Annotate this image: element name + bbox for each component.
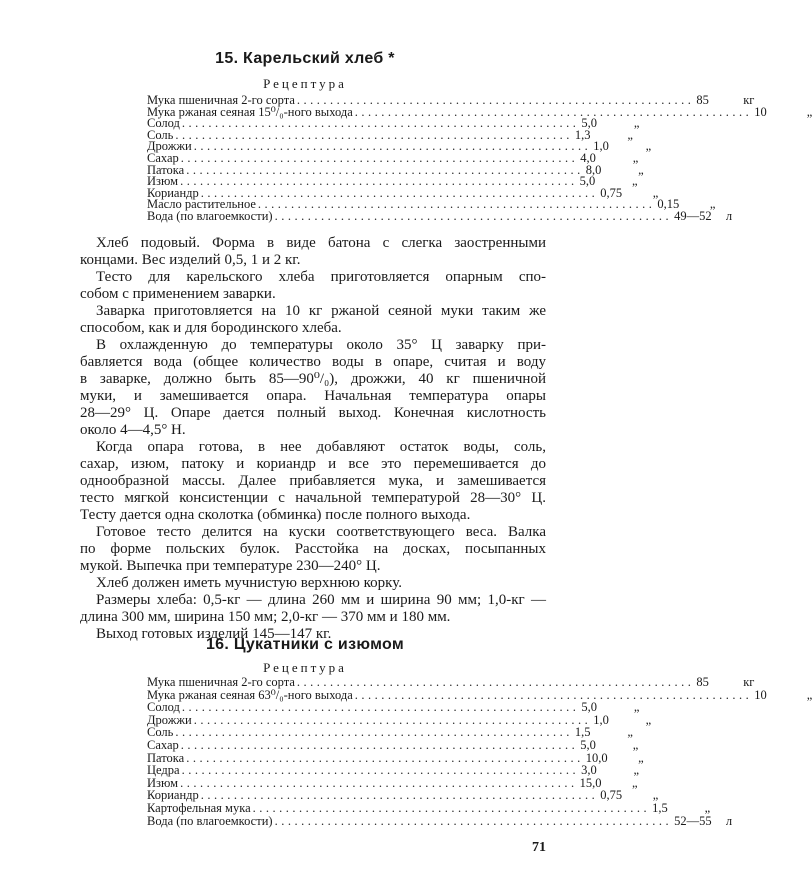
text-line: Тесто для карельского хлеба приготовляется опарным спо- (96, 269, 546, 285)
ingredient-amount: 15,0 (579, 775, 602, 790)
text-line: длина 300 мм, ширина 150 мм; 2,0-кг — 370 мм и 180 мм. (80, 609, 451, 625)
ingredient-amount: 1,5 (574, 725, 591, 740)
ingredient-unit: „ (806, 104, 812, 119)
ingredient-unit: „ (632, 775, 638, 790)
paragraph (80, 592, 546, 626)
paragraph (80, 524, 546, 575)
paragraph (80, 235, 546, 269)
dot-leader: ............................................................ (252, 800, 651, 815)
ingredient-name: Вода (по влагоемкости) (147, 208, 273, 223)
text-line: сахар, изюм, патоку и кориандр и все это перемешивается до (80, 456, 546, 472)
ingredient-unit: „ (633, 763, 640, 778)
text-line: в заварке, должно быть 85—90⁰/₀), дрожжи, 40 кг пшеничной (80, 371, 546, 387)
ingredient-unit: „ (632, 737, 639, 752)
ingredient-amount: 52—55 (674, 813, 712, 828)
recipe-row (147, 208, 733, 223)
ingredient-amount: 10 (754, 687, 767, 702)
ingredient-unit: „ (632, 174, 638, 189)
ingredient-unit: кг (743, 93, 755, 107)
paragraph (80, 575, 546, 592)
dot-leader: ............................................................ (175, 725, 573, 740)
dot-leader: ............................................................ (274, 208, 673, 223)
recipe-16-list (147, 675, 812, 828)
ingredient-name: Сахар (147, 737, 179, 752)
section-16-subtitle: Рецептура (263, 660, 347, 675)
ingredient-unit: „ (633, 116, 640, 131)
ingredient-amount: 10,0 (585, 750, 608, 765)
ingredient-name: Патока (147, 750, 185, 765)
ingredient-amount: 0,75 (600, 185, 623, 200)
ingredient-name: Патока (147, 162, 185, 177)
ingredient-amount: 5,0 (579, 174, 596, 189)
section-15-body (80, 235, 546, 643)
paragraph (80, 303, 546, 337)
recipe-row (147, 737, 639, 752)
text-line: Хлеб подовый. Форма в виде батона с слегка заостренными (96, 235, 546, 251)
ingredient-unit: „ (652, 185, 659, 200)
dot-leader: ............................................................ (296, 93, 695, 107)
recipe-row (147, 675, 755, 689)
ingredient-amount: 1,0 (593, 712, 609, 727)
ingredient-name: Солод (147, 116, 180, 131)
ingredient-amount: 8,0 (585, 162, 602, 177)
text-line: собом с применением заварки. (80, 286, 276, 302)
dot-leader: ............................................................ (181, 700, 580, 715)
section-16-title: 16. Цукатники с изюмом (205, 636, 404, 653)
ingredient-name: Дрожжи (147, 139, 192, 154)
ingredient-name: Соль (147, 127, 174, 142)
ingredient-name: Цедра (147, 763, 180, 778)
section-15-title: 15. Карельский хлеб * (215, 50, 395, 67)
ingredient-name: Масло растительное (147, 197, 256, 212)
ingredient-amount: 5,0 (580, 737, 596, 752)
recipe-row (147, 700, 640, 715)
ingredient-unit: „ (627, 725, 633, 740)
ingredient-unit: „ (638, 750, 644, 765)
recipe-row (147, 800, 711, 815)
recipe-15-list (147, 93, 812, 223)
dot-leader: ............................................................ (200, 185, 599, 200)
paragraph (80, 439, 546, 524)
dot-leader: ............................................................ (354, 687, 753, 702)
ingredient-name: Кориандр (147, 185, 199, 200)
text-line: 28—29° Ц. Опаре дается полный выход. Конечная кислотность (80, 405, 546, 421)
text-line: Когда опара готова, в нее добавляют остаток воды, соль, (96, 439, 546, 455)
text-line: около 4—4,5° Н. (80, 422, 186, 438)
dot-leader: ............................................................ (180, 737, 579, 752)
text-line: способом, как и для бородинского хлеба. (80, 320, 342, 336)
text-line: мукой. Выпечка при температуре 230—240° Ц. (80, 558, 381, 574)
ingredient-amount: 3,0 (581, 763, 597, 778)
dot-leader: ............................................................ (181, 763, 580, 778)
text-line: Хлеб должен иметь мучнистую верхнюю корку. (96, 575, 402, 591)
ingredient-name: Солод (147, 700, 180, 715)
ingredient-unit: „ (632, 150, 639, 165)
dot-leader: ............................................................ (354, 104, 753, 119)
ingredient-amount: 5,0 (581, 116, 598, 131)
ingredient-name: Соль (147, 725, 174, 740)
dot-leader: ............................................................ (296, 675, 695, 689)
dot-leader: ............................................................ (193, 712, 592, 727)
ingredient-unit: „ (806, 687, 812, 702)
text-line: концами. Вес изделий 0,5, 1 и 2 кг. (80, 252, 301, 268)
dot-leader: ............................................................ (180, 174, 578, 189)
ingredient-unit: „ (652, 788, 659, 803)
ingredient-name: Мука пшеничная 2-го сорта (147, 675, 295, 689)
ingredient-unit: „ (709, 197, 716, 212)
ingredient-amount: 4,0 (580, 150, 596, 165)
ingredient-name: Вода (по влагоемкости) (147, 813, 273, 828)
ingredient-name: Изюм (147, 775, 179, 790)
dot-leader: ............................................................ (181, 116, 580, 131)
ingredient-amount: 5,0 (581, 700, 598, 715)
ingredient-amount: 10 (754, 104, 767, 119)
text-line: однообразной массы. Далее прибавляется мука, и замешивается (80, 473, 546, 489)
ingredient-unit: „ (633, 700, 640, 715)
section-15-subtitle: Рецептура (263, 76, 347, 91)
text-line: тесто мягкой консистенции с начальной температурой 28—30° Ц. (80, 490, 546, 506)
ingredient-name: Дрожжи (147, 712, 192, 727)
ingredient-unit: „ (704, 800, 711, 815)
paragraph (80, 269, 546, 303)
ingredient-unit: „ (638, 162, 644, 177)
text-line: Выход готовых изделий 145—147 кг. (96, 626, 332, 642)
ingredient-unit: „ (627, 127, 633, 142)
ingredient-name: Изюм (147, 174, 179, 189)
ingredient-amount: 49—52 (674, 208, 712, 223)
ingredient-unit: л (725, 813, 733, 828)
ingredient-amount: 0,75 (600, 788, 623, 803)
text-line: по форме польских булок. Расстойка на досках, посыпанных (80, 541, 546, 557)
dot-leader: ............................................................ (193, 139, 592, 154)
ingredient-amount: 1,0 (593, 139, 609, 154)
ingredient-unit: „ (645, 712, 652, 727)
ingredient-unit: кг (743, 675, 755, 689)
dot-leader: ............................................................ (274, 813, 673, 828)
dot-leader: ............................................................ (186, 162, 584, 177)
text-line: Готовое тесто делится на куски соответствующего веса. Валка (96, 524, 546, 540)
dot-leader: ............................................................ (257, 197, 656, 212)
ingredient-amount: 85 (696, 675, 709, 689)
text-line: Тесту дается одна сколотка (обминка) после полного выхода. (80, 507, 471, 523)
ingredient-name: Мука ржаная сеяная 15⁰/₀-ного выхода (147, 104, 353, 119)
ingredient-amount: 1,3 (574, 127, 591, 142)
ingredient-name: Картофельная мука (147, 800, 251, 815)
ingredient-amount: 1,5 (652, 800, 668, 815)
dot-leader: ............................................................ (180, 775, 578, 790)
ingredient-amount: 0,15 (657, 197, 680, 212)
dot-leader: ............................................................ (180, 150, 579, 165)
recipe-row (147, 813, 733, 828)
text-line: бавляется вода (общее количество воды в опаре, считая и воду (80, 354, 546, 370)
page-number: 71 (532, 840, 546, 855)
text-line: муки, и замешивается опара. Начальная температура опары (80, 388, 546, 404)
dot-leader: ............................................................ (200, 788, 599, 803)
ingredient-name: Мука пшеничная 2-го сорта (147, 93, 295, 107)
ingredient-unit: „ (645, 139, 652, 154)
ingredient-unit: л (725, 208, 733, 223)
ingredient-name: Кориандр (147, 788, 199, 803)
recipe-row (147, 763, 640, 778)
ingredient-amount: 85 (696, 93, 709, 107)
paragraph (80, 337, 546, 439)
dot-leader: ............................................................ (186, 750, 584, 765)
dot-leader: ............................................................ (175, 127, 573, 142)
ingredient-name: Мука ржаная сеяная 63⁰/₀-ного выхода (147, 687, 353, 702)
text-line: Заварка приготовляется на 10 кг ржаной сеяной муки таким же (96, 303, 546, 319)
ingredient-name: Сахар (147, 150, 179, 165)
text-line: Размеры хлеба: 0,5-кг — длина 260 мм и ширина 90 мм; 1,0-кг — (96, 592, 546, 608)
text-line: В охлажденную до температуры около 35° Ц заварку при- (96, 337, 546, 353)
